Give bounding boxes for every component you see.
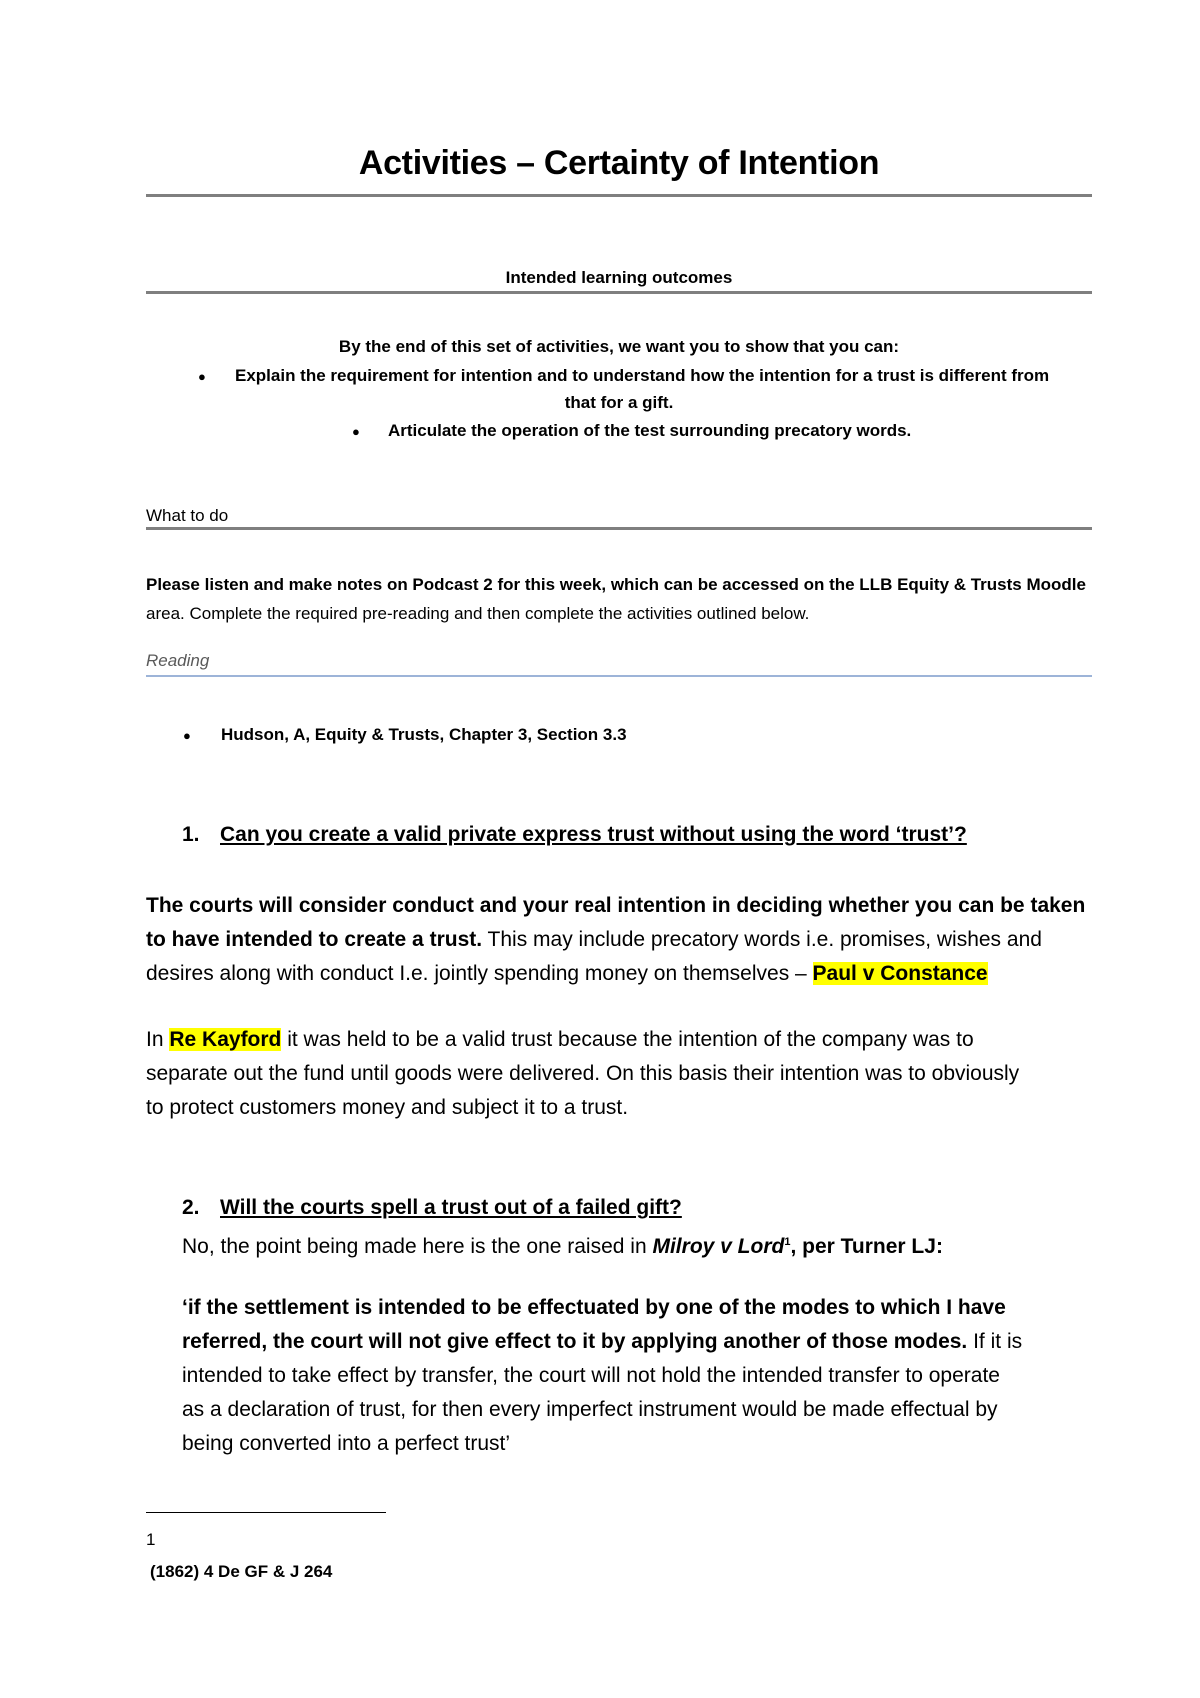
case-highlight-paul-v-constance: Paul v Constance — [812, 962, 988, 985]
learning-outcomes-intro: By the end of this set of activities, we want you to show that you can: — [338, 337, 900, 356]
footnote-separator — [146, 1512, 386, 1513]
learning-outcome-1-line1: Explain the requirement for intention and to understand how the intention for a trust is different from — [235, 366, 1050, 385]
question-2-number: 2. — [182, 1196, 200, 1219]
case-highlight-re-kayford: Re Kayford — [169, 1028, 282, 1051]
q1-p1-line3 — [146, 957, 1092, 991]
milroy-quote — [182, 1291, 1092, 1461]
what-to-do-line1: Please listen and make notes on Podcast 2 for this week, which can be accessed on the LLB Equity & Trusts Moodle — [146, 575, 1086, 594]
q1-p1-line2-bold: to have intended to create a trust. — [146, 928, 483, 951]
learning-outcome-2: Articulate the operation of the test surrounding precatory words. — [388, 421, 912, 440]
quote-line4: as a declaration of trust, for then every imperfect instrument would be made effectual by — [182, 1398, 998, 1421]
bullet-icon: ● — [183, 728, 191, 743]
learning-outcomes-heading: Intended learning outcomes — [505, 268, 733, 287]
bullet-icon: ● — [198, 369, 206, 384]
q1-p1-line2 — [146, 923, 1092, 957]
question-1-title: Can you create a valid private express trust without using the word ‘trust’? — [220, 823, 967, 846]
q1-p2-line1 — [146, 1023, 1092, 1057]
q2-line1-text: No, the point being made here is the one raised in — [182, 1235, 653, 1258]
reading-divider — [146, 675, 1092, 677]
what-to-do-line2: area. Complete the required pre-reading and then complete the activities outlined below. — [146, 604, 810, 623]
question-2-title: Will the courts spell a trust out of a failed gift? — [220, 1196, 682, 1219]
question-1-answer-paragraph-2 — [146, 1023, 1092, 1125]
q1-p1-line2-rest: This may include precatory words i.e. promises, wishes and — [482, 928, 1042, 951]
title-divider — [146, 194, 1092, 197]
question-1-answer-paragraph-1 — [146, 889, 1092, 991]
quote-line1: ‘if the settlement is intended to be effectuated by one of the modes to which I have — [182, 1296, 1006, 1319]
question-2-answer-intro — [182, 1225, 1092, 1264]
quote-line2 — [182, 1325, 1092, 1359]
q1-p2-line3: to protect customers money and subject it to a trust. — [146, 1096, 629, 1119]
q1-p1-line1: The courts will consider conduct and your real intention in deciding whether you can be taken — [146, 894, 1086, 917]
what-to-do-instructions — [146, 570, 1092, 628]
q1-p1-line3-text: desires along with conduct I.e. jointly spending money on themselves – — [146, 962, 813, 985]
quote-line5: being converted into a perfect trust’ — [182, 1432, 511, 1455]
q1-p2-line1-rest: it was held to be a valid trust because the intention of the company was to — [281, 1028, 974, 1051]
q2-line1-rest: , per Turner LJ: — [790, 1235, 943, 1258]
footnote-reference: 1 — [784, 1236, 791, 1248]
learning-outcomes-divider — [146, 291, 1092, 294]
q1-p2-in: In — [146, 1028, 170, 1051]
what-to-do-heading: What to do — [146, 506, 229, 525]
case-milroy-v-lord: Milroy v Lord — [652, 1235, 785, 1258]
quote-line2-rest: If it is — [967, 1330, 1023, 1353]
quote-line2-bold: referred, the court will not give effect to it by applying another of those modes. — [182, 1330, 968, 1353]
q1-p2-line2: separate out the fund until goods were delivered. On this basis their intention was to obviously — [146, 1062, 1020, 1085]
footnote-number: 1 — [146, 1530, 156, 1549]
page-title: Activities – Certainty of Intention — [358, 144, 880, 182]
reading-item: Hudson, A, Equity & Trusts, Chapter 3, Section 3.3 — [221, 725, 627, 744]
footnote-citation: (1862) 4 De GF & J 264 — [150, 1562, 333, 1581]
reading-heading: Reading — [146, 651, 210, 670]
quote-line3: intended to take effect by transfer, the court will not hold the intended transfer to operate — [182, 1364, 1000, 1387]
what-to-do-divider — [146, 527, 1092, 530]
bullet-icon: ● — [352, 424, 360, 439]
question-1-number: 1. — [182, 823, 200, 846]
learning-outcome-1-line2: that for a gift. — [564, 393, 674, 412]
